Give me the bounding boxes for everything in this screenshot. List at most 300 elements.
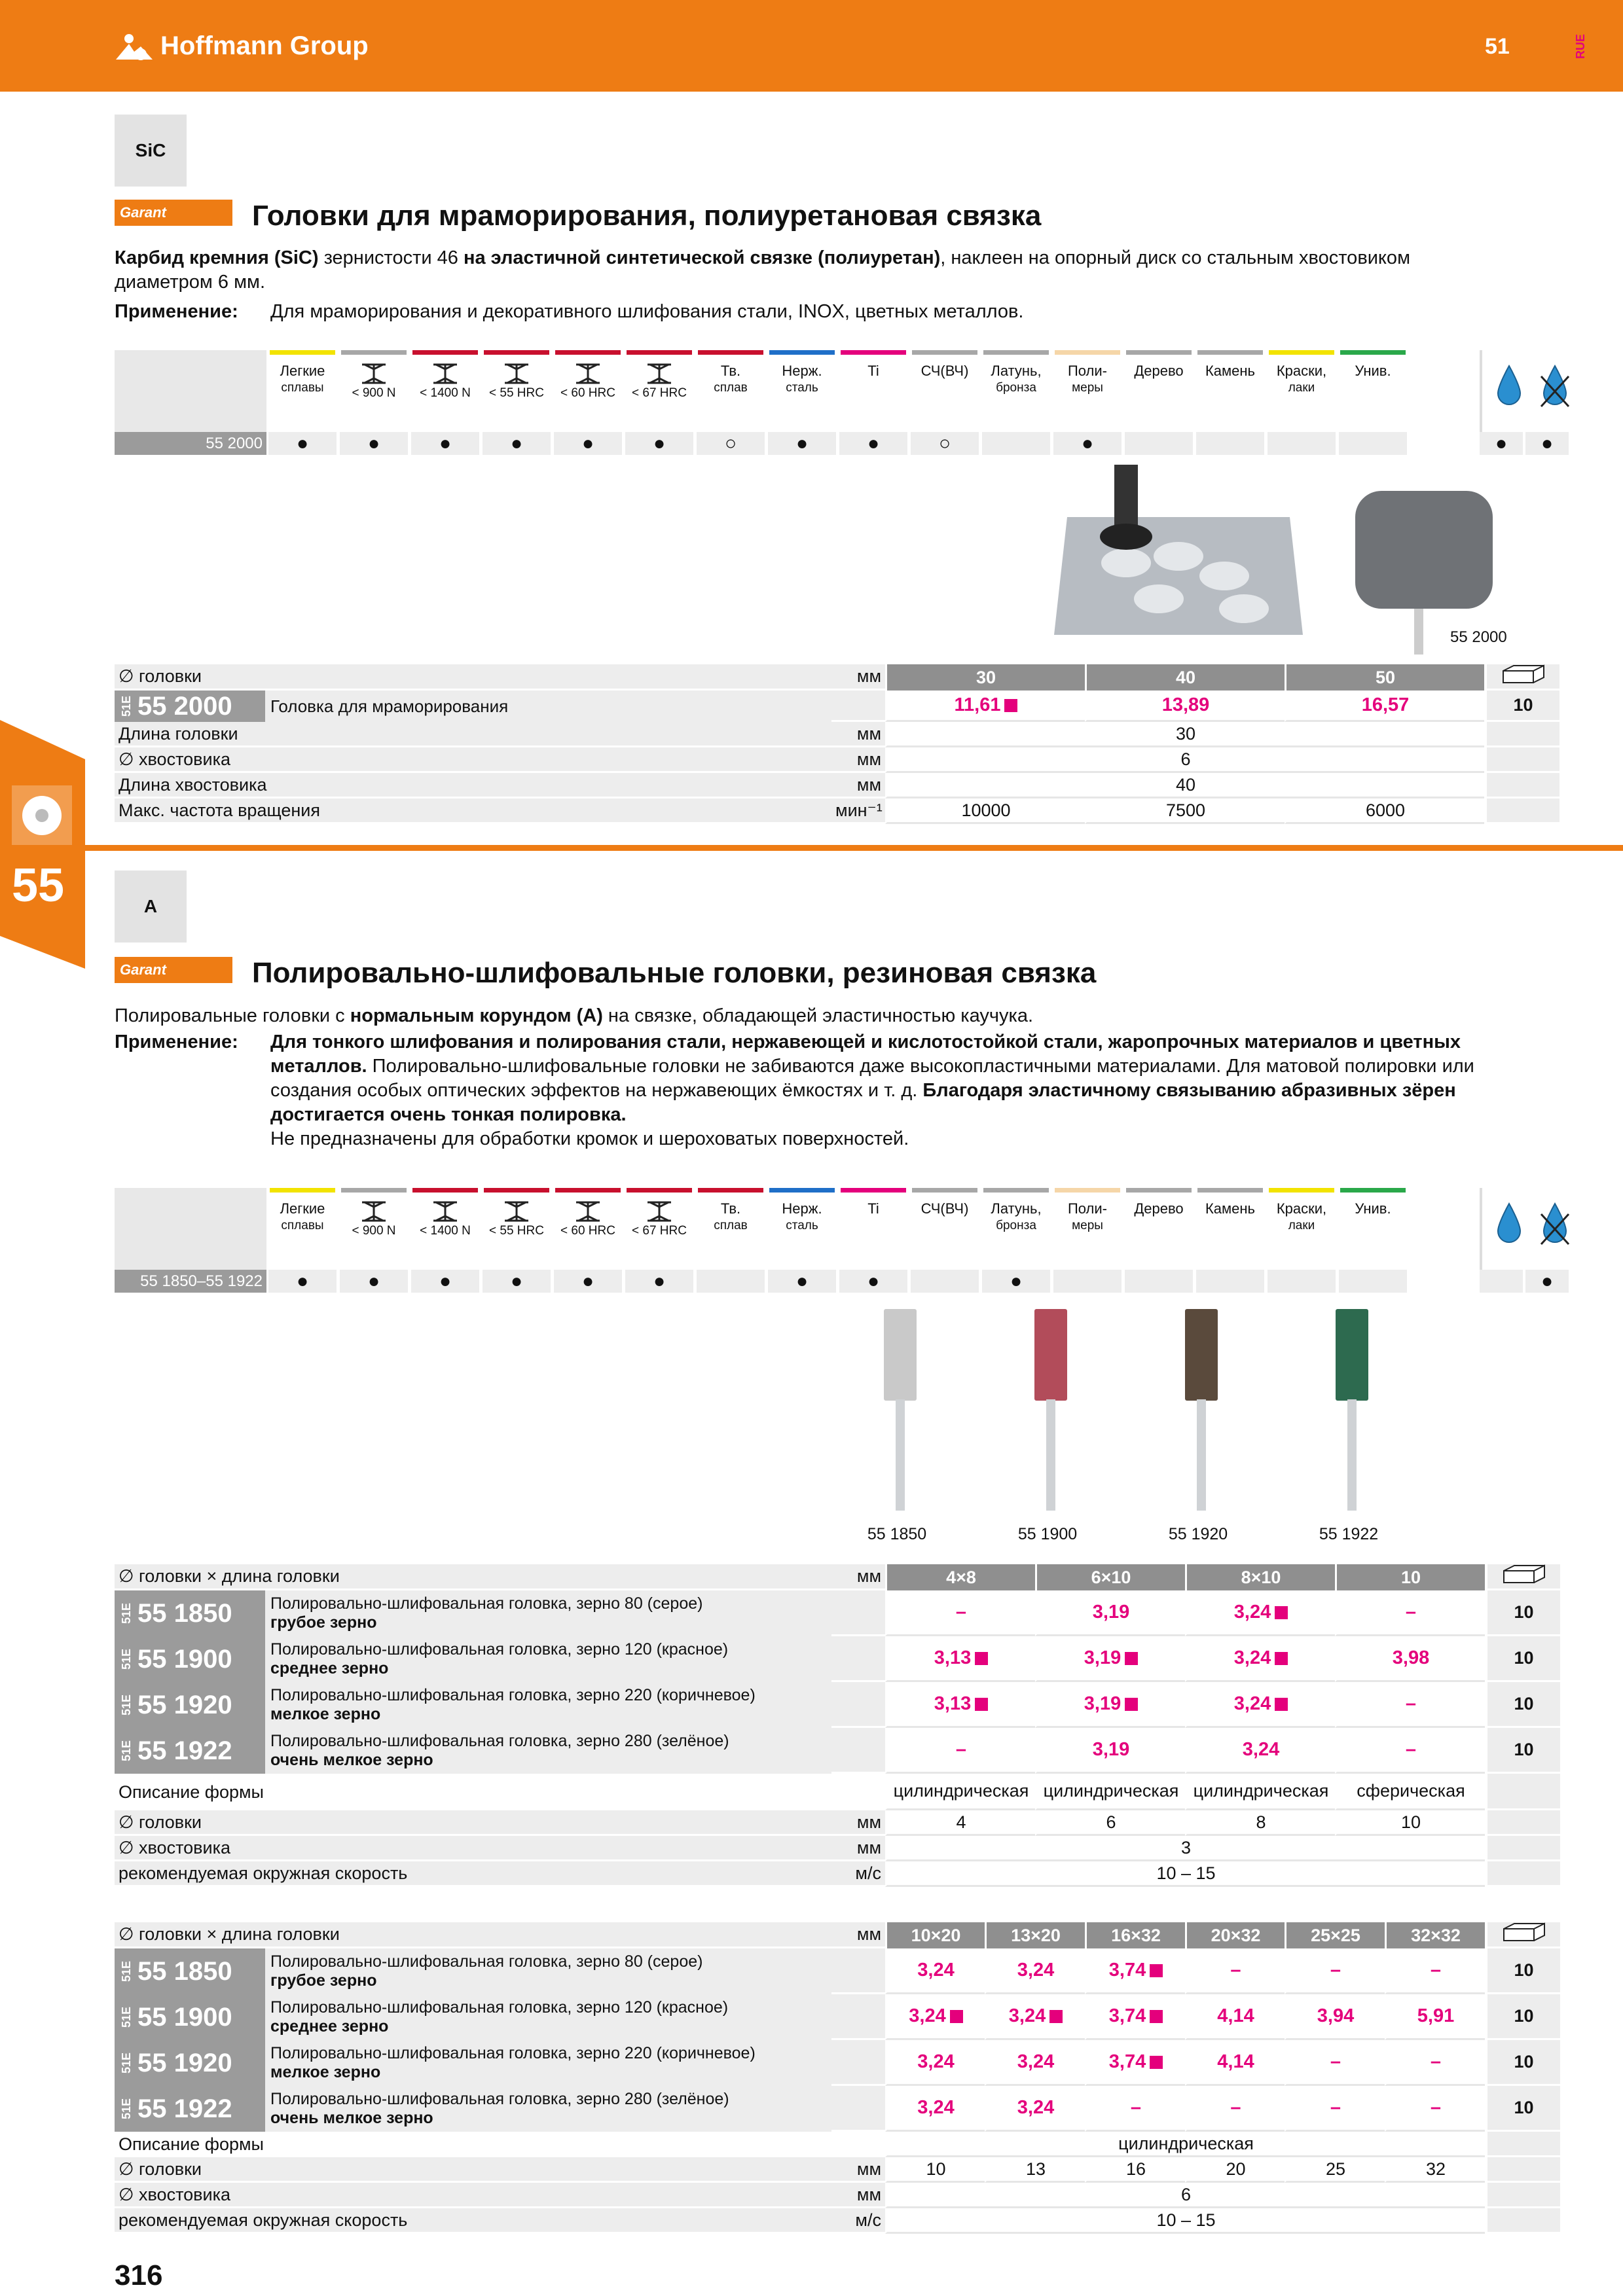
article-description xyxy=(265,1994,831,2040)
dim-unit: мм xyxy=(831,1564,885,1590)
price-cell[interactable]: 3,24 xyxy=(1185,1590,1335,1636)
material-color-bar xyxy=(341,350,407,355)
material-column xyxy=(1196,350,1264,432)
spec-row xyxy=(115,2157,1560,2183)
spec-value: 32 xyxy=(1385,2157,1485,2183)
article-number-box xyxy=(115,1682,265,1728)
material-sublabel: бронза xyxy=(996,381,1036,395)
price-cell[interactable]: – xyxy=(1385,2040,1485,2086)
size-header: 16×32 xyxy=(1085,1922,1185,1948)
spec-unit: мм xyxy=(831,1810,885,1836)
table-row[interactable] xyxy=(115,1636,1560,1682)
article-desc-line1: Полировально-шлифовальная головка, зерно 120 (красное) xyxy=(270,1998,729,2017)
spec-unit: мм xyxy=(831,2157,885,2183)
article-prefix: 51E xyxy=(120,2006,133,2028)
material-sublabel: сталь xyxy=(786,1219,818,1232)
desc-bold: на эластичной синтетической связке (полиуретан) xyxy=(463,247,941,268)
material-color-bar xyxy=(769,350,835,355)
price-cell[interactable]: 4,14 xyxy=(1185,2040,1285,2086)
article-desc-line2: мелкое зерно xyxy=(270,1705,381,1723)
price-cell[interactable]: 3,24 xyxy=(985,2086,1085,2132)
article-description xyxy=(265,1590,831,1636)
page-number: 51 xyxy=(1485,34,1510,59)
qty-cell: 10 xyxy=(1485,1636,1560,1682)
material-column xyxy=(839,350,907,432)
price-cell[interactable]: 3,19 xyxy=(1035,1682,1185,1728)
material-color-bar xyxy=(698,1188,763,1193)
price-cell[interactable]: 3,24 xyxy=(885,2086,985,2132)
dry-no-coolant-icon xyxy=(1539,363,1571,409)
article-number-box xyxy=(115,2040,265,2086)
price-cell[interactable]: 13,89 xyxy=(1085,691,1285,722)
material-sublabel: лаки xyxy=(1288,1219,1315,1232)
article-number-box xyxy=(115,1636,265,1682)
size-header: 10 xyxy=(1335,1564,1485,1590)
stock-mark xyxy=(1275,1698,1288,1711)
material-column xyxy=(1053,1188,1122,1270)
article-cell[interactable] xyxy=(115,1590,831,1636)
article-cell[interactable] xyxy=(115,691,831,722)
material-color-bar xyxy=(412,350,478,355)
material-sublabel: < 1400 N xyxy=(420,1224,471,1238)
material-label: Нерж. xyxy=(782,363,822,379)
article-number-box xyxy=(115,1994,265,2040)
material-label: СЧ(ВЧ) xyxy=(921,1200,969,1217)
application-text: Для тонкого шлифования и полирования стали, нержавеющей и кислотостойкой стали, жаропрочных материалов и цветных металлов. Полировально-шлифовальные головки не забиваются даже высокопластичными материалами. Для матовой полировки или создания особых оптических эффектов на нержавеющих ёмкостях и т. д. Благодаря эластичному связыванию абразивных зёрен достигается очень тонкая полировка. Не предназначены для обработки кромок и шероховатых поверхностей. xyxy=(270,1031,1474,1149)
material-column xyxy=(554,350,622,432)
application-label: Применение: xyxy=(115,301,238,322)
material-column xyxy=(268,350,337,432)
material-color-bar xyxy=(412,1188,478,1193)
material-color-bar xyxy=(1055,1188,1120,1193)
suitability-mark xyxy=(1339,432,1407,455)
material-color-bar xyxy=(841,350,906,355)
product-photo xyxy=(1054,465,1525,655)
material-color-bar xyxy=(484,1188,549,1193)
spec-label: Длина хвостовика xyxy=(115,773,831,798)
article-prefix: 51E xyxy=(120,1602,133,1624)
spec-value: 6 xyxy=(1035,1810,1185,1836)
spec-label: Длина головки xyxy=(115,722,831,747)
material-color-bar xyxy=(270,350,335,355)
qty-cell: 10 xyxy=(1485,1590,1560,1636)
product-tip-label: 55 1850 xyxy=(867,1525,927,1543)
wet-coolant-icon xyxy=(1493,363,1525,409)
spec-row xyxy=(115,2132,1560,2157)
material-column xyxy=(768,1188,836,1270)
spec-unit xyxy=(831,1774,885,1810)
article-desc-line1: Полировально-шлифовальная головка, зерно 280 (зелёное) xyxy=(270,2090,729,2108)
material-code-box: SiC xyxy=(115,115,187,187)
material-color-bar xyxy=(1126,350,1192,355)
spec-row xyxy=(115,722,1559,747)
price-cell[interactable]: – xyxy=(1335,1728,1485,1774)
spec-label: ∅ хвостовика xyxy=(115,2183,831,2208)
material-matrix xyxy=(115,1188,1568,1293)
size-header: 13×20 xyxy=(985,1922,1085,1948)
article-desc-line2: очень мелкое зерно xyxy=(270,1751,433,1769)
qty-cell xyxy=(1485,1774,1560,1810)
product-tip-label: 55 1920 xyxy=(1168,1525,1228,1543)
price-cell[interactable]: – xyxy=(1285,1948,1385,1994)
size-header: 32×32 xyxy=(1385,1922,1485,1948)
table-row[interactable] xyxy=(115,1590,1560,1636)
material-sublabel: < 67 HRC xyxy=(632,1224,687,1238)
material-label: Латунь, xyxy=(991,1200,1042,1217)
material-color-bar xyxy=(1269,1188,1334,1193)
stock-mark xyxy=(1049,2010,1063,2023)
article-number-box xyxy=(115,1590,265,1636)
qty-cell: 10 xyxy=(1485,2040,1560,2086)
unit-cell xyxy=(831,2040,885,2086)
article-prefix: 51E xyxy=(120,1740,133,1762)
stock-mark xyxy=(950,2010,963,2023)
article-description xyxy=(265,1636,831,1682)
material-sublabel: меры xyxy=(1072,381,1103,395)
price-cell[interactable]: 5,91 xyxy=(1385,1994,1485,2040)
material-sublabel: сплав xyxy=(714,381,748,395)
price-cell[interactable]: 3,74 xyxy=(1085,1948,1185,1994)
price-cell[interactable]: 3,98 xyxy=(1335,1636,1485,1682)
size-header: 6×10 xyxy=(1035,1564,1185,1590)
article-desc-line2: мелкое зерно xyxy=(270,2063,381,2081)
article-cell[interactable] xyxy=(115,1994,831,2040)
material-label: Краски, xyxy=(1276,363,1327,379)
price-cell[interactable]: 3,19 xyxy=(1035,1636,1185,1682)
suitability-mark xyxy=(982,432,1050,455)
product-tip xyxy=(995,1309,1100,1551)
article-prefix: 51E xyxy=(120,1648,133,1670)
material-label: Нерж. xyxy=(782,1200,822,1217)
article-cell[interactable] xyxy=(115,2040,831,2086)
material-label: Тв. xyxy=(720,363,741,379)
dim-unit: мм xyxy=(831,1922,885,1948)
price-cell[interactable]: 16,57 xyxy=(1285,691,1484,722)
table-row[interactable] xyxy=(115,1728,1560,1774)
suitability-mark: ● xyxy=(483,1270,551,1293)
product-tip xyxy=(1296,1309,1401,1551)
steel-beam-icon xyxy=(359,363,388,385)
material-label: Поли- xyxy=(1067,363,1108,379)
price-cell[interactable]: – xyxy=(1185,2086,1285,2132)
material-column xyxy=(483,350,551,432)
material-color-bar xyxy=(1340,350,1406,355)
spec-label: рекомендуемая окружная скорость xyxy=(115,1861,831,1887)
material-color-bar xyxy=(1340,1188,1406,1193)
suitability-mark: ● xyxy=(411,1270,479,1293)
spec-label: Описание формы xyxy=(119,2134,264,2154)
garant-logo xyxy=(115,957,232,983)
price-cell[interactable]: – xyxy=(885,1590,1035,1636)
stock-mark xyxy=(1150,2010,1163,2023)
material-sublabel: меры xyxy=(1072,1219,1103,1232)
suitability-mark xyxy=(1125,432,1193,455)
suitability-mark xyxy=(1053,1270,1122,1293)
steel-beam-icon xyxy=(645,363,674,385)
qty-cell xyxy=(1485,2208,1560,2234)
table-header-row xyxy=(115,664,1559,691)
material-color-bar xyxy=(1269,350,1334,355)
spec-label: рекомендуемая окружная скорость xyxy=(115,2208,831,2234)
article-number: 55 1920 xyxy=(137,1690,232,1719)
price-cell[interactable]: – xyxy=(885,1728,1035,1774)
material-column xyxy=(554,1188,622,1270)
unit-cell xyxy=(831,2086,885,2132)
price-cell[interactable]: – xyxy=(1285,2040,1385,2086)
material-label: Унив. xyxy=(1355,1200,1391,1217)
price-cell[interactable]: – xyxy=(1185,1948,1285,1994)
article-cell[interactable] xyxy=(115,2086,831,2132)
material-column xyxy=(411,350,479,432)
spec-unit: м/с xyxy=(831,1861,885,1887)
material-color-bar xyxy=(555,1188,621,1193)
steel-beam-icon xyxy=(431,363,460,385)
price-cell[interactable]: 3,24 xyxy=(985,1994,1085,2040)
table-row[interactable] xyxy=(115,1994,1560,2040)
material-color-bar xyxy=(484,350,549,355)
suitability-mark: ● xyxy=(554,1270,622,1293)
suitability-mark: ● xyxy=(340,1270,408,1293)
article-desc-line1: Полировально-шлифовальная головка, зерно 220 (коричневое) xyxy=(270,1686,756,1704)
garant-label: Garant xyxy=(120,204,166,221)
product-table xyxy=(115,664,1559,824)
table-row[interactable] xyxy=(115,1948,1560,1994)
material-column xyxy=(340,350,408,432)
table-row[interactable] xyxy=(115,2086,1560,2132)
article-number: 55 1922 xyxy=(137,1736,232,1765)
unit-cell xyxy=(831,1590,885,1636)
spec-value: 10 – 15 xyxy=(885,1861,1485,1887)
material-code-box: A xyxy=(115,870,187,942)
material-color-bar xyxy=(270,1188,335,1193)
price-cell[interactable]: 3,24 xyxy=(1185,1636,1335,1682)
article-name: Головка для мраморирования xyxy=(265,691,831,722)
article-desc-line1: Полировально-шлифовальная головка, зерно 280 (зелёное) xyxy=(270,1732,729,1750)
article-description xyxy=(265,2086,831,2132)
qty-cell xyxy=(1485,2132,1560,2157)
price-cell[interactable]: 3,24 xyxy=(1185,1728,1335,1774)
spec-label: ∅ головки xyxy=(115,1810,831,1836)
steel-beam-icon xyxy=(502,1200,531,1223)
price-cell[interactable]: – xyxy=(1335,1590,1485,1636)
article-desc-line2: очень мелкое зерно xyxy=(270,2109,433,2127)
spec-value: 40 xyxy=(885,773,1484,798)
steel-beam-icon xyxy=(502,363,531,385)
section-title: Головки для мраморирования, полиуретановая связка xyxy=(252,200,1042,232)
material-color-bar xyxy=(627,1188,692,1193)
product-tip-label: 55 1922 xyxy=(1319,1525,1379,1543)
spec-value: 7500 xyxy=(1085,798,1285,824)
table-row[interactable] xyxy=(115,691,1559,722)
price-cell[interactable]: 3,13 xyxy=(885,1682,1035,1728)
spec-row xyxy=(115,773,1559,798)
brand-name: Hoffmann Group xyxy=(160,31,369,60)
material-column xyxy=(1196,1188,1264,1270)
stock-mark xyxy=(1150,2056,1163,2069)
price-cell[interactable]: 3,94 xyxy=(1285,1994,1385,2040)
price-cell[interactable]: 3,19 xyxy=(1035,1728,1185,1774)
article-prefix: 51E xyxy=(120,1694,133,1716)
material-color-bar xyxy=(1197,350,1263,355)
application-text: Для мраморирования и декоративного шлифования стали, INOX, цветных металлов. xyxy=(270,301,1024,322)
steel-beam-icon xyxy=(574,1200,602,1223)
spec-unit: мм xyxy=(831,722,885,747)
material-label: Легкие xyxy=(280,363,325,379)
price-cell[interactable]: 11,61 xyxy=(885,691,1085,722)
price-cell[interactable]: 3,24 xyxy=(1185,1682,1335,1728)
material-sublabel: < 67 HRC xyxy=(632,386,687,400)
article-cell[interactable] xyxy=(115,1682,831,1728)
article-description xyxy=(265,2040,831,2086)
price-cell[interactable]: 3,24 xyxy=(985,2040,1085,2086)
article-number: 55 1922 xyxy=(137,2094,232,2123)
matrix-header xyxy=(115,350,1568,432)
material-label: Камень xyxy=(1205,1200,1256,1217)
price-cell[interactable]: 3,19 xyxy=(1035,1590,1185,1636)
material-sublabel: бронза xyxy=(996,1219,1036,1232)
qty-cell xyxy=(1485,1810,1560,1836)
price-cell[interactable]: 3,13 xyxy=(885,1636,1035,1682)
footer-page-number: 316 xyxy=(115,2259,163,2291)
table-header-row xyxy=(115,1564,1560,1590)
spec-row xyxy=(115,1774,1560,1810)
suitability-mark: ● xyxy=(268,432,337,455)
material-column xyxy=(982,1188,1050,1270)
steel-beam-icon xyxy=(359,1200,388,1223)
material-color-bar xyxy=(1197,1188,1263,1193)
material-column xyxy=(625,350,693,432)
material-label: Ti xyxy=(867,1200,879,1217)
suitability-mark: ● xyxy=(268,1270,337,1293)
product-table xyxy=(115,1922,1560,2234)
material-label: Дерево xyxy=(1134,363,1184,379)
material-column xyxy=(1267,350,1336,432)
price-cell[interactable]: 3,24 xyxy=(885,1994,985,2040)
article-desc-line2: среднее зерно xyxy=(270,1659,389,1677)
article-desc-line2: грубое зерно xyxy=(270,1971,377,1990)
steel-beam-icon xyxy=(645,1200,674,1223)
suitability-mark: ● xyxy=(768,1270,836,1293)
material-color-bar xyxy=(698,350,763,355)
article-number: 55 2000 xyxy=(137,691,232,721)
table-row[interactable] xyxy=(115,2040,1560,2086)
material-column xyxy=(697,350,765,432)
material-sublabel: < 60 HRC xyxy=(560,1224,615,1238)
suitability-mark: ● xyxy=(768,432,836,455)
article-description xyxy=(265,1948,831,1994)
spec-value: 6 xyxy=(885,747,1484,773)
product-tip xyxy=(845,1309,949,1551)
material-column xyxy=(1125,350,1193,432)
price-cell[interactable]: 4,14 xyxy=(1185,1994,1285,2040)
spec-label: Описание формы xyxy=(119,1782,264,1802)
material-sublabel: сталь xyxy=(786,381,818,395)
spec-unit: мм xyxy=(831,2183,885,2208)
spec-value: сферическая xyxy=(1335,1774,1485,1810)
material-label: СЧ(ВЧ) xyxy=(921,363,969,379)
price-cell[interactable]: – xyxy=(1385,1948,1485,1994)
material-color-bar xyxy=(769,1188,835,1193)
article-number: 55 1920 xyxy=(137,2048,232,2077)
desc-bold: Карбид кремния (SiC) xyxy=(115,247,319,268)
spec-label: Макс. частота вращения xyxy=(115,798,831,824)
material-sublabel: лаки xyxy=(1288,381,1315,395)
material-label: Латунь, xyxy=(991,363,1042,379)
material-column xyxy=(839,1188,907,1270)
dim-label: ∅ головки × длина головки xyxy=(115,1922,831,1948)
suitability-mark: ● xyxy=(483,432,551,455)
price-cell[interactable]: 3,24 xyxy=(885,2040,985,2086)
material-column xyxy=(911,350,979,432)
suitability-mark xyxy=(697,1270,765,1293)
suitability-mark: ● xyxy=(1525,1270,1569,1293)
article-cell[interactable] xyxy=(115,1948,831,1994)
material-column xyxy=(268,1188,337,1270)
product-tip xyxy=(1146,1309,1250,1551)
material-sublabel: < 55 HRC xyxy=(489,1224,544,1238)
price-cell[interactable]: 3,74 xyxy=(1085,2040,1185,2086)
article-prefix: 51E xyxy=(120,2052,133,2074)
spec-value: цилиндрическая xyxy=(885,1774,1035,1810)
size-header: 50 xyxy=(1285,664,1484,691)
spec-value: цилиндрическая xyxy=(885,2132,1485,2157)
spec-row xyxy=(115,798,1559,824)
material-sublabel: сплавы xyxy=(281,1219,324,1232)
unit-cell xyxy=(831,1948,885,1994)
price-cell[interactable]: – xyxy=(1335,1682,1485,1728)
article-desc-line1: Полировально-шлифовальная головка, зерно 80 (серое) xyxy=(270,1952,703,1971)
suitability-mark xyxy=(911,1270,979,1293)
price-cell[interactable]: – xyxy=(1385,2086,1485,2132)
material-color-bar xyxy=(555,350,621,355)
dim-label: ∅ головки xyxy=(115,664,831,691)
section-title: Полировально-шлифовальные головки, резиновая связка xyxy=(252,957,1097,989)
material-sublabel: сплавы xyxy=(281,381,324,395)
product-images xyxy=(845,1309,1434,1551)
application-label: Применение: xyxy=(115,1031,238,1052)
price-cell[interactable]: 3,74 xyxy=(1085,1994,1185,2040)
article-cell[interactable] xyxy=(115,1728,831,1774)
price-cell[interactable]: – xyxy=(1285,2086,1385,2132)
desc-text: зернистости 46 xyxy=(318,247,464,268)
table-row[interactable] xyxy=(115,1682,1560,1728)
matrix-row xyxy=(115,1270,1568,1293)
material-matrix xyxy=(115,350,1568,455)
price-cell[interactable]: 3,24 xyxy=(885,1948,985,1994)
article-cell[interactable] xyxy=(115,1636,831,1682)
chapter-tab xyxy=(0,720,85,969)
spec-value: 10 – 15 xyxy=(885,2208,1485,2234)
material-label: Легкие xyxy=(280,1200,325,1217)
steel-beam-icon xyxy=(574,363,602,385)
stock-mark xyxy=(975,1652,988,1665)
suitability-mark xyxy=(1339,1270,1407,1293)
material-color-bar xyxy=(341,1188,407,1193)
price-cell[interactable]: – xyxy=(1085,2086,1185,2132)
spec-value: 25 xyxy=(1285,2157,1385,2183)
material-column xyxy=(768,350,836,432)
article-number-box xyxy=(115,1948,265,1994)
garant-label: Garant xyxy=(120,961,166,978)
material-column xyxy=(1267,1188,1336,1270)
price-cell[interactable]: 3,24 xyxy=(985,1948,1085,1994)
material-color-bar xyxy=(627,350,692,355)
spec-value: цилиндрическая xyxy=(1035,1774,1185,1810)
brand-logo[interactable] xyxy=(115,31,369,61)
spec-value: 4 xyxy=(885,1810,1035,1836)
article-number: 55 1900 xyxy=(137,1644,232,1674)
spec-unit: м/с xyxy=(831,2208,885,2234)
